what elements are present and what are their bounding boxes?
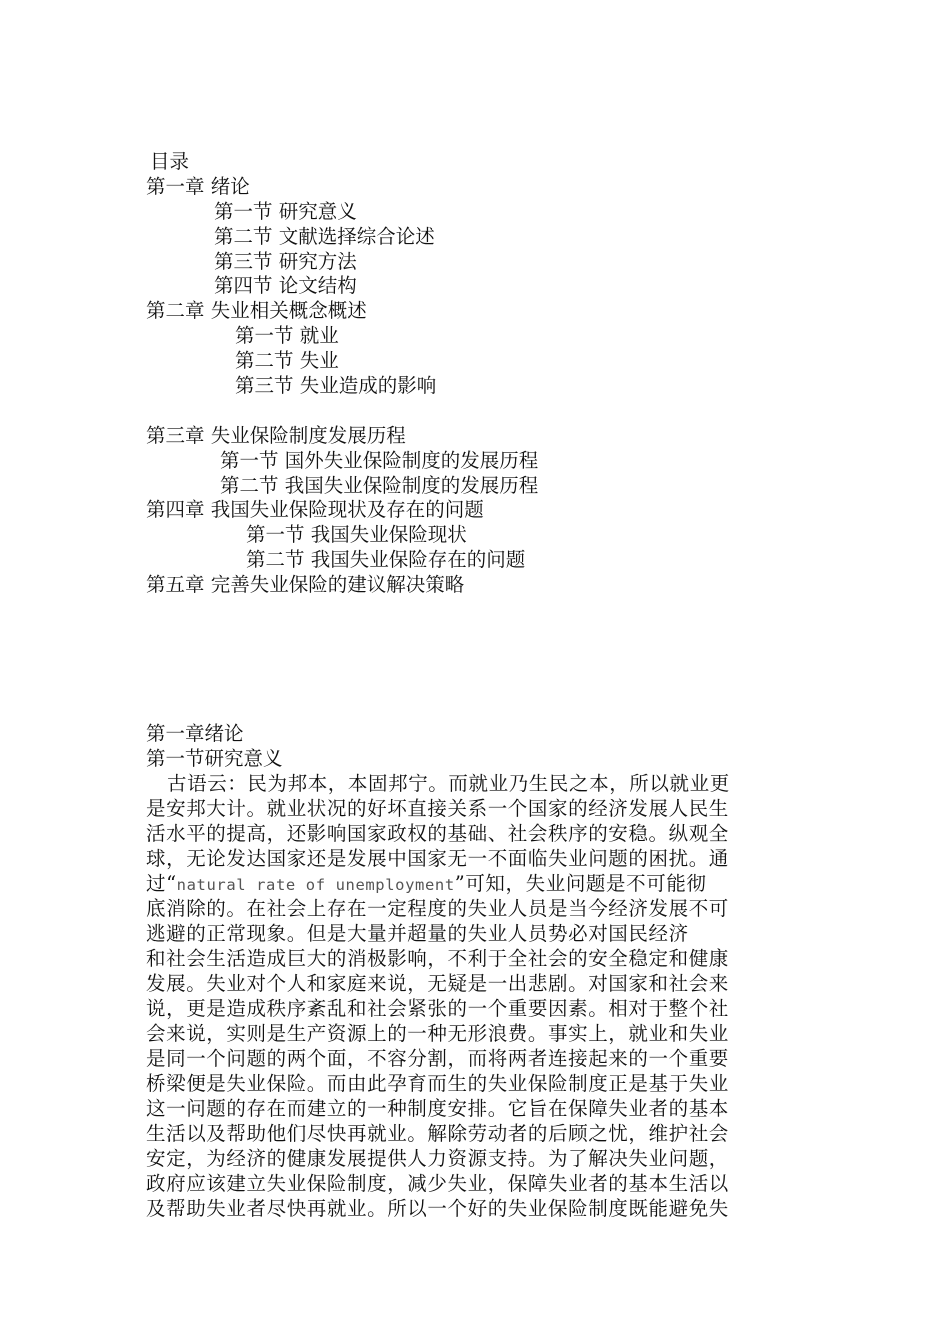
paragraph-line: 是安邦大计。就业状况的好坏直接关系一个国家的经济发展人民生 bbox=[146, 797, 729, 820]
quote-close-text: ”可知，失业问题是不可能彻 bbox=[454, 872, 707, 895]
paragraph-line: 桥梁便是失业保险。而由此孕育而生的失业保险制度正是基于失业 bbox=[146, 1072, 729, 1095]
toc-section-4-1: 第一节 我国失业保险现状 bbox=[246, 523, 467, 546]
toc-section-2-1: 第一节 就业 bbox=[235, 324, 339, 347]
toc-chapter-1: 第一章 绪论 bbox=[146, 175, 250, 198]
paragraph-line: 底消除的。在社会上存在一定程度的失业人员是当今经济发展不可 bbox=[146, 897, 729, 920]
paragraph-line: 是同一个问题的两个面，不容分割，而将两者连接起来的一个重要 bbox=[146, 1047, 729, 1070]
paragraph-line: 发展。失业对个人和家庭来说，无疑是一出悲剧。对国家和社会来 bbox=[146, 972, 729, 995]
english-term: natural rate of unemployment bbox=[176, 876, 455, 894]
toc-section-1-2: 第二节 文献选择综合论述 bbox=[214, 225, 435, 248]
toc-chapter-4: 第四章 我国失业保险现状及存在的问题 bbox=[146, 498, 484, 521]
paragraph-line: 活水平的提高，还影响国家政权的基础、社会秩序的安稳。纵观全 bbox=[146, 822, 729, 845]
chapter-heading: 第一章绪论 bbox=[146, 722, 244, 745]
paragraph-line: 及帮助失业者尽快再就业。所以一个好的失业保险制度既能避免失 bbox=[146, 1197, 729, 1220]
toc-chapter-3: 第三章 失业保险制度发展历程 bbox=[146, 424, 406, 447]
toc-chapter-2: 第二章 失业相关概念概述 bbox=[146, 299, 367, 322]
paragraph-line: 说，更是造成秩序紊乱和社会紧张的一个重要因素。相对于整个社 bbox=[146, 997, 729, 1020]
paragraph-line: 球，无论发达国家还是发展中国家无一不面临失业问题的困扰。通 bbox=[146, 847, 729, 870]
toc-section-1-4: 第四节 论文结构 bbox=[214, 274, 357, 297]
toc-section-3-2: 第二节 我国失业保险制度的发展历程 bbox=[220, 474, 539, 497]
paragraph-line bbox=[146, 872, 707, 897]
toc-section-3-1: 第一节 国外失业保险制度的发展历程 bbox=[220, 449, 539, 472]
toc-section-2-2: 第二节 失业 bbox=[235, 349, 339, 372]
section-heading: 第一节研究意义 bbox=[146, 747, 283, 770]
toc-title: 目录 bbox=[150, 150, 190, 173]
toc-section-1-3: 第三节 研究方法 bbox=[214, 250, 357, 273]
toc-section-2-3: 第三节 失业造成的影响 bbox=[235, 374, 437, 397]
paragraph-line: 会来说，实则是生产资源上的一种无形浪费。事实上，就业和失业 bbox=[146, 1022, 729, 1045]
paragraph-line: 和社会生活造成巨大的消极影响，不利于全社会的安全稳定和健康 bbox=[146, 947, 729, 970]
paragraph-line: 生活以及帮助他们尽快再就业。解除劳动者的后顾之忧，维护社会 bbox=[146, 1122, 729, 1145]
paragraph-line: 这一问题的存在而建立的一种制度安排。它旨在保障失业者的基本 bbox=[146, 1097, 729, 1120]
paragraph-line: 逃避的正常现象。但是大量并超量的失业人员势必对国民经济 bbox=[146, 922, 689, 945]
quote-open: 过“ bbox=[146, 872, 177, 895]
toc-section-4-2: 第二节 我国失业保险存在的问题 bbox=[246, 548, 526, 571]
paragraph-line: 安定，为经济的健康发展提供人力资源支持。为了解决失业问题， bbox=[146, 1147, 729, 1170]
toc-section-1-1: 第一节 研究意义 bbox=[214, 200, 357, 223]
toc-chapter-5: 第五章 完善失业保险的建议解决策略 bbox=[146, 573, 465, 596]
paragraph-line: 古语云：民为邦本，本固邦宁。而就业乃生民之本，所以就业更 bbox=[167, 772, 730, 795]
paragraph-line: 政府应该建立失业保险制度，减少失业，保障失业者的基本生活以 bbox=[146, 1172, 729, 1195]
